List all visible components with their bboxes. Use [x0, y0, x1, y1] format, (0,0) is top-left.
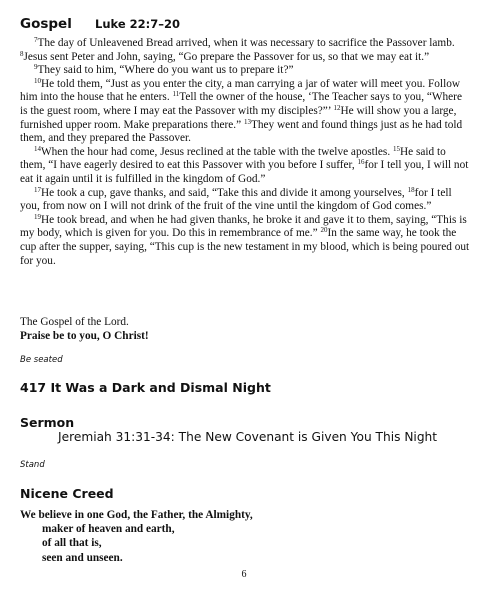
- reading-paragraph: [20, 146, 472, 187]
- sermon-heading: Sermon: [20, 415, 75, 430]
- creed-text: [20, 508, 253, 565]
- verse-number: 12: [333, 103, 341, 112]
- verse-text: for I tell you, from now on I will not drink of the fruit of the vine until the kingdom of God comes.”: [20, 186, 452, 213]
- verse-number: 16: [357, 158, 365, 167]
- creed-line: We believe in one God, the Father, the Almighty,: [20, 509, 253, 521]
- reading-paragraph: [20, 64, 472, 78]
- rubric-be-seated: Be seated: [20, 355, 63, 365]
- verse-number: 8: [20, 49, 24, 58]
- reading-paragraph: [20, 37, 472, 64]
- sermon-text: Jeremiah 31:31-34: The New Covenant is Given You This Night: [58, 430, 438, 444]
- verse-text: He will show you a large, furnished upper room. Make preparations there.”: [20, 104, 457, 131]
- gospel-reading: [20, 37, 472, 268]
- verse-number: 11: [172, 90, 180, 99]
- verse-number: 19: [34, 212, 41, 221]
- verse-number: 10: [34, 76, 41, 85]
- reading-paragraph: [20, 187, 472, 214]
- verse-text: He took a cup, gave thanks, and said, “Take this and divide it among yourselves,: [41, 186, 408, 199]
- verse-text: They went and found things just as he had told them, and they prepared the Passover.: [20, 118, 463, 145]
- reading-paragraph: [20, 214, 472, 268]
- gospel-reference: Luke 22:7–20: [95, 17, 181, 31]
- verse-text: He said to them, “I have eagerly desired to eat this Passover with you before I suffer,: [20, 145, 446, 172]
- hymn-title: 417 It Was a Dark and Dismal Night: [20, 380, 271, 395]
- verse-text: Tell the owner of the house, ‘The Teacher says to you, “Where is the guest room, where I may eat the Passover with my disciples?”’: [20, 91, 462, 117]
- verse-number: 17: [34, 185, 41, 194]
- verse-number: 9: [34, 63, 38, 72]
- verse-number: 14: [34, 144, 41, 153]
- creed-line: maker of heaven and earth,: [42, 523, 175, 536]
- verse-number: 7: [34, 36, 38, 44]
- gospel-closing-response: Praise be to you, O Christ!: [20, 330, 149, 342]
- gospel-heading: Gospel: [20, 16, 72, 32]
- verse-text: In the same way, he took the cup after the supper, saying, “This cup is the new testament in my blood, which is being poured out for you.: [20, 227, 470, 267]
- verse-number: 20: [320, 226, 328, 235]
- rubric-stand: Stand: [20, 460, 45, 470]
- creed-heading: Nicene Creed: [20, 486, 114, 501]
- verse-text: He told them, “Just as you enter the city, a man carrying a jar of water will meet you. Follow him into the house that he enters.: [20, 77, 461, 104]
- verse-text: Jesus sent Peter and John, saying, “Go prepare the Passover for us, so that we may eat it.”: [23, 50, 430, 63]
- verse-number: 18: [407, 185, 415, 194]
- gospel-closing-versicle: The Gospel of the Lord.: [20, 316, 129, 328]
- verse-number: 13: [243, 117, 251, 126]
- page-number: 6: [241, 569, 247, 580]
- reading-paragraph: [20, 78, 472, 146]
- creed-line: seen and unseen.: [42, 551, 123, 564]
- creed-line: of all that is,: [42, 537, 102, 550]
- verse-number: 15: [392, 144, 400, 153]
- verse-text: for I tell you, I will not eat it again until it is fulfilled in the kingdom of God.”: [20, 159, 469, 185]
- verse-text: When the hour had come, Jesus reclined at the table with the twelve apostles.: [41, 145, 393, 158]
- verse-text: They said to him, “Where do you want us to prepare it?”: [37, 64, 294, 77]
- verse-text: The day of Unleavened Bread arrived, when it was necessary to sacrifice the Passover lamb.: [37, 37, 455, 49]
- verse-text: He took bread, and when he had given thanks, he broke it and gave it to them, saying, “This is my body, which is given for you. Do this in remembrance of me.”: [20, 213, 467, 240]
